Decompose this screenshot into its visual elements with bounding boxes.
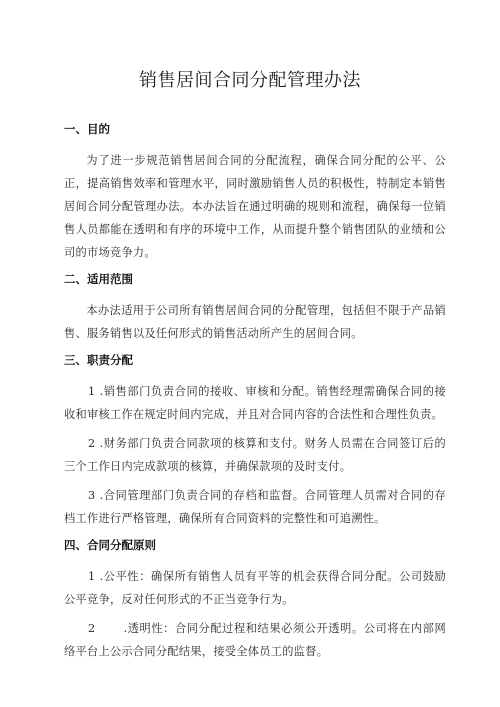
item-number: 3: [88, 489, 96, 502]
section-paragraph: 本办法适用于公司所有销售居间合同的分配管理，包括但不限于产品销售、服务销售以及任何形式的销售活动所产生的居间合同。: [64, 304, 446, 340]
item-number: 1: [88, 570, 96, 583]
item-number: 1: [88, 385, 96, 398]
numbered-item: [64, 432, 446, 478]
item-number: 2: [88, 622, 96, 635]
section-heading-responsibilities: 三、职责分配: [64, 353, 133, 367]
section-heading-purpose: 一、目的: [64, 122, 110, 136]
section-heading-principles: 四、合同分配原则: [64, 538, 156, 552]
item-text: .财务部门负责合同款项的核算和支付。财务人员需在合同签订后的三个工作日内完成款项的核算，并确保款项的及时支付。: [64, 437, 446, 473]
document-body: [64, 120, 446, 669]
item-text: .公平性：确保所有销售人员有平等的机会获得合同分配。公司鼓励公平竞争，反对任何形式的不正当竞争行为。: [64, 570, 446, 606]
item-text: .合同管理部门负责合同的存档和监督。合同管理人员需对合同的存档工作进行严格管理，确保所有合同资料的完整性和可追溯性。: [64, 489, 446, 525]
numbered-item: [64, 617, 446, 663]
numbered-item: [64, 380, 446, 426]
item-number: 2: [88, 437, 96, 450]
section-heading-scope: 二、适用范围: [64, 272, 133, 286]
item-text: .透明性：合同分配过程和结果必须公开透明。公司将在内部网络平台上公示合同分配结果，接受全体员工的监督。: [64, 622, 446, 658]
numbered-item: [64, 484, 446, 530]
section-paragraph: 为了进一步规范销售居间合同的分配流程，确保合同分配的公平、公正，提高销售效率和管理水平，同时激励销售人员的积极性，特制定本销售居间合同分配管理办法。本办法旨在通过明确的规则和流程，确保每一位销售人员都能在透明和有序的环境中工作，从而提升整个销售团队的业绩和公司的市场竞争力。: [64, 154, 446, 259]
numbered-item: [64, 565, 446, 611]
document-title: 销售居间合同分配管理办法: [139, 70, 361, 91]
item-text: .销售部门负责合同的接收、审核和分配。销售经理需确保合同的接收和审核工作在规定时间内完成，并且对合同内容的合法性和合理性负责。: [64, 385, 446, 421]
